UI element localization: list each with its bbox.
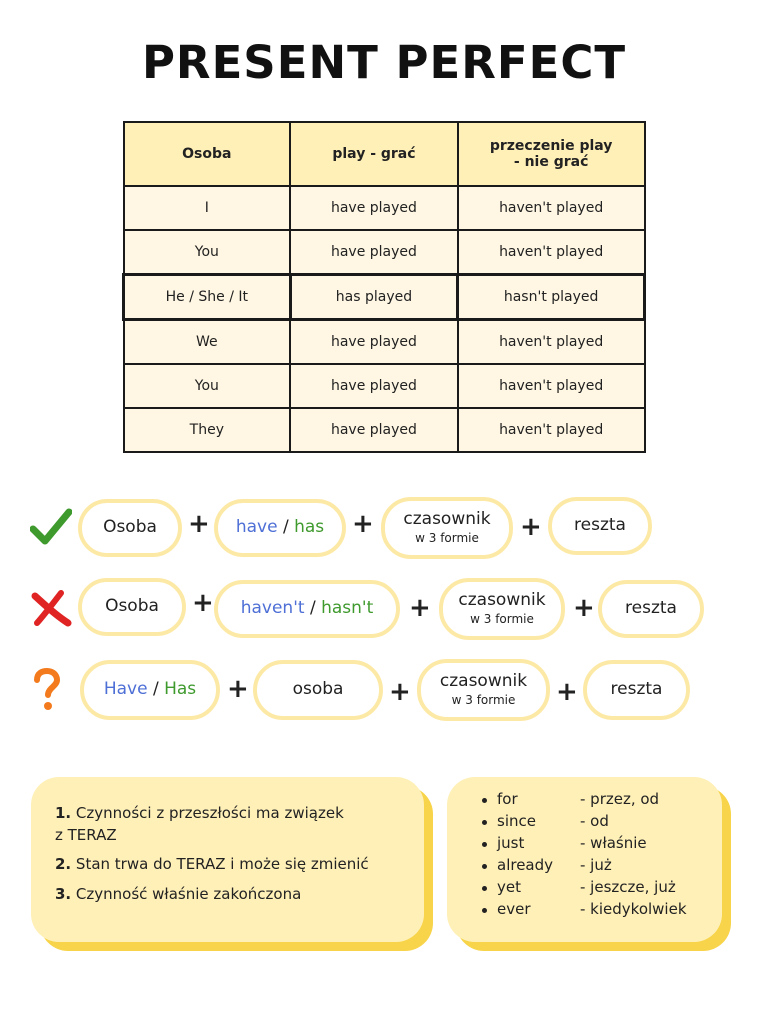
verb-pill: czasownik w 3 formie	[439, 578, 565, 640]
rest-pill: reszta	[548, 497, 652, 555]
cell-negative: haven't played	[458, 320, 645, 365]
cell-person: They	[124, 408, 291, 452]
cell-person: You	[124, 230, 291, 275]
person-pill: Osoba	[78, 499, 182, 557]
cell-affirmative: has played	[290, 275, 458, 320]
bullet	[482, 886, 487, 891]
cell-negative: hasn't played	[458, 275, 645, 320]
bullet	[482, 908, 487, 913]
time-word-meaning: - od	[580, 812, 609, 830]
header-negation: przeczenie play - nie grać	[458, 122, 645, 186]
auxiliary-pill: have / has	[214, 499, 346, 557]
verb-pill: czasownik w 3 formie	[381, 497, 513, 559]
time-word: already	[497, 856, 554, 874]
time-word-meaning: - jeszcze, już	[580, 878, 676, 896]
plus-sign: +	[192, 588, 214, 618]
cell-person: I	[124, 186, 291, 230]
header-play: play - grać	[290, 122, 458, 186]
table-row	[124, 275, 645, 320]
time-word-meaning: - właśnie	[580, 834, 647, 852]
plus-sign: +	[227, 674, 249, 704]
plus-sign: +	[520, 512, 542, 542]
cell-negative: haven't played	[458, 230, 645, 275]
question-mark-icon	[30, 668, 64, 712]
header-person: Osoba	[124, 122, 291, 186]
checkmark-icon	[30, 508, 72, 546]
bullet	[482, 864, 487, 869]
cell-person: We	[124, 320, 291, 365]
table-row	[124, 230, 645, 275]
cell-affirmative: have played	[290, 230, 458, 275]
cell-affirmative: have played	[290, 408, 458, 452]
rest-pill: reszta	[583, 660, 690, 720]
rest-pill: reszta	[598, 580, 704, 638]
time-word: since	[497, 812, 536, 830]
usage-card	[31, 777, 424, 942]
time-word: ever	[497, 900, 531, 918]
plus-sign: +	[188, 509, 210, 539]
time-words-card	[447, 777, 722, 942]
bullet	[482, 842, 487, 847]
usage-item: 3. Czynność właśnie zakończona	[55, 885, 302, 903]
plus-sign: +	[573, 593, 595, 623]
cell-person: You	[124, 364, 291, 408]
cell-affirmative: have played	[290, 186, 458, 230]
cross-icon	[30, 590, 72, 628]
plus-sign: +	[352, 509, 374, 539]
plus-sign: +	[556, 677, 578, 707]
table-header-row	[124, 122, 645, 186]
time-word-meaning: - już	[580, 856, 612, 874]
time-word-meaning: - przez, od	[580, 790, 660, 808]
usage-item: 2. Stan trwa do TERAZ i może się zmienić	[55, 855, 369, 873]
cell-negative: haven't played	[458, 186, 645, 230]
verb-pill: czasownik w 3 formie	[417, 659, 550, 721]
cell-person: He / She / It	[124, 275, 291, 320]
time-word: just	[497, 834, 525, 852]
person-pill: Osoba	[78, 578, 186, 636]
conjugation-table	[122, 121, 646, 453]
plus-sign: +	[389, 677, 411, 707]
cell-negative: haven't played	[458, 364, 645, 408]
table-row	[124, 320, 645, 365]
cell-affirmative: have played	[290, 320, 458, 365]
time-word: yet	[497, 878, 521, 896]
bullet	[482, 798, 487, 803]
bullet	[482, 820, 487, 825]
table-row	[124, 408, 645, 452]
plus-sign: +	[409, 593, 431, 623]
table-row	[124, 186, 645, 230]
auxiliary-pill: Have / Has	[80, 660, 220, 720]
table-row	[124, 364, 645, 408]
usage-item: 1. Czynności z przeszłości ma związek z TERAZ	[55, 804, 344, 844]
person-pill: osoba	[253, 660, 383, 720]
time-word: for	[497, 790, 518, 808]
cell-affirmative: have played	[290, 364, 458, 408]
cell-negative: haven't played	[458, 408, 645, 452]
time-word-meaning: - kiedykolwiek	[580, 900, 687, 918]
page-title: PRESENT PERFECT	[141, 36, 627, 89]
auxiliary-pill: haven't / hasn't	[214, 580, 400, 638]
